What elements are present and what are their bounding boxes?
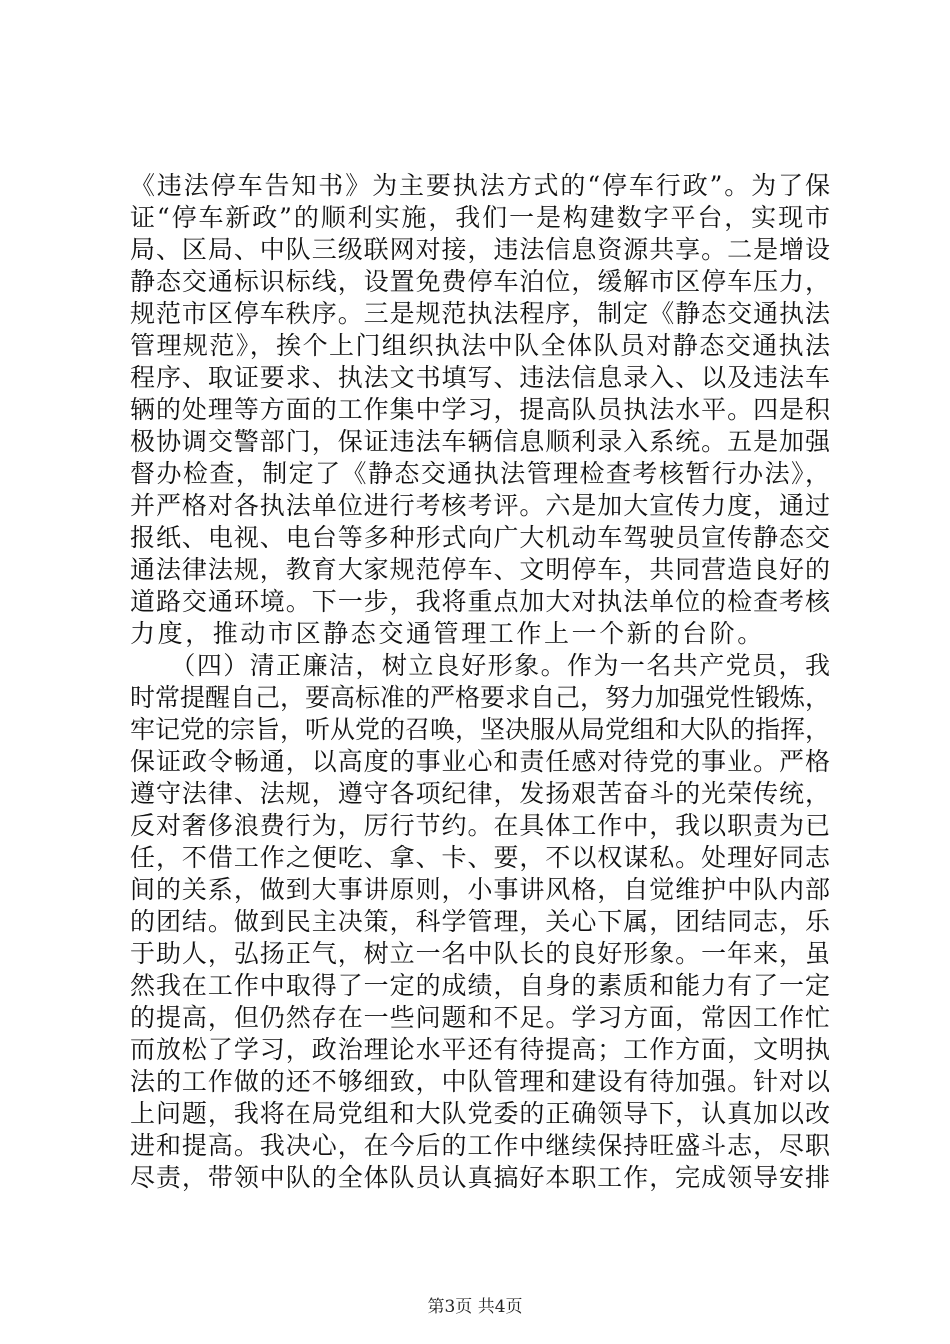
text-line: 法的工作做的还不够细致，中队管理和建设有待加强。针对以 [130, 1067, 830, 1096]
text-line: 进和提高。我决心，在今后的工作中继续保持旺盛斗志，尽职 [130, 1131, 830, 1160]
text-line: 上问题，我将在局党组和大队党委的正确领导下，认真加以改 [130, 1099, 830, 1128]
text-line: 证“停车新政”的顺利实施，我们一是构建数字平台，实现市 [130, 203, 830, 232]
text-line: 管理规范》，挨个上门组织执法中队全体队员对静态交通执法 [130, 331, 830, 360]
text-line: 保证政令畅通，以高度的事业心和责任感对待党的事业。严格 [130, 747, 830, 776]
text-line: 反对奢侈浪费行为，厉行节约。在具体工作中，我以职责为已 [130, 811, 830, 840]
text-line: 通法律法规，教育大家规范停车、文明停车，共同营造良好的 [130, 555, 830, 584]
text-line: 规范市区停车秩序。三是规范执法程序，制定《静态交通执法 [130, 299, 830, 328]
text-line: 任，不借工作之便吃、拿、卡、要，不以权谋私。处理好同志 [130, 843, 830, 872]
text-line: 于助人，弘扬正气，树立一名中队长的良好形象。一年来，虽 [130, 939, 830, 968]
text-line: 道路交通环境。下一步，我将重点加大对执法单位的检查考核 [130, 587, 830, 616]
page-footer: 第3页 共4页 [427, 1297, 523, 1317]
text-line: 而放松了学习，政治理论水平还有待提高；工作方面，文明执 [130, 1035, 830, 1064]
text-line: 静态交通标识标线，设置免费停车泊位，缓解市区停车压力， [130, 267, 830, 296]
text-line: 牢记党的宗旨，听从党的召唤，坚决服从局党组和大队的指挥， [130, 715, 831, 744]
paragraph-start-line: （四）清正廉洁，树立良好形象。作为一名共产党员，我 [130, 651, 830, 680]
paragraph-end-line: 力度，推动市区静态交通管理工作上一个新的台阶。 [130, 619, 765, 648]
text-line: 极协调交警部门，保证违法车辆信息顺利录入系统。五是加强 [130, 427, 830, 456]
body-text [130, 170, 830, 1194]
text-line: 间的关系，做到大事讲原则，小事讲风格，自觉维护中队内部 [130, 875, 830, 904]
text-line: 并严格对各执法单位进行考核考评。六是加大宣传力度，通过 [130, 491, 830, 520]
text-line: 督办检查，制定了《静态交通执法管理检查考核暂行办法》， [130, 459, 830, 488]
text-line: 的提高，但仍然存在一些问题和不足。学习方面，常因工作忙 [130, 1003, 830, 1032]
text-line: 辆的处理等方面的工作集中学习，提高队员执法水平。四是积 [130, 395, 830, 424]
text-line: 局、区局、中队三级联网对接，违法信息资源共享。二是增设 [130, 235, 830, 264]
text-line: 然我在工作中取得了一定的成绩，自身的素质和能力有了一定 [130, 971, 830, 1000]
text-line: 时常提醒自己，要高标准的严格要求自己，努力加强党性锻炼， [130, 683, 831, 712]
text-line: 程序、取证要求、执法文书填写、违法信息录入、以及违法车 [130, 363, 830, 392]
text-line: 遵守法律、法规，遵守各项纪律，发扬艰苦奋斗的光荣传统， [130, 779, 830, 808]
text-line: 《违法停车告知书》为主要执法方式的“停车行政”。为了保 [130, 171, 830, 200]
text-line: 尽责，带领中队的全体队员认真搞好本职工作，完成领导安排 [130, 1163, 830, 1192]
text-line: 的团结。做到民主决策，科学管理，关心下属，团结同志，乐 [130, 907, 830, 936]
text-line: 报纸、电视、电台等多种形式向广大机动车驾驶员宣传静态交 [130, 523, 830, 552]
